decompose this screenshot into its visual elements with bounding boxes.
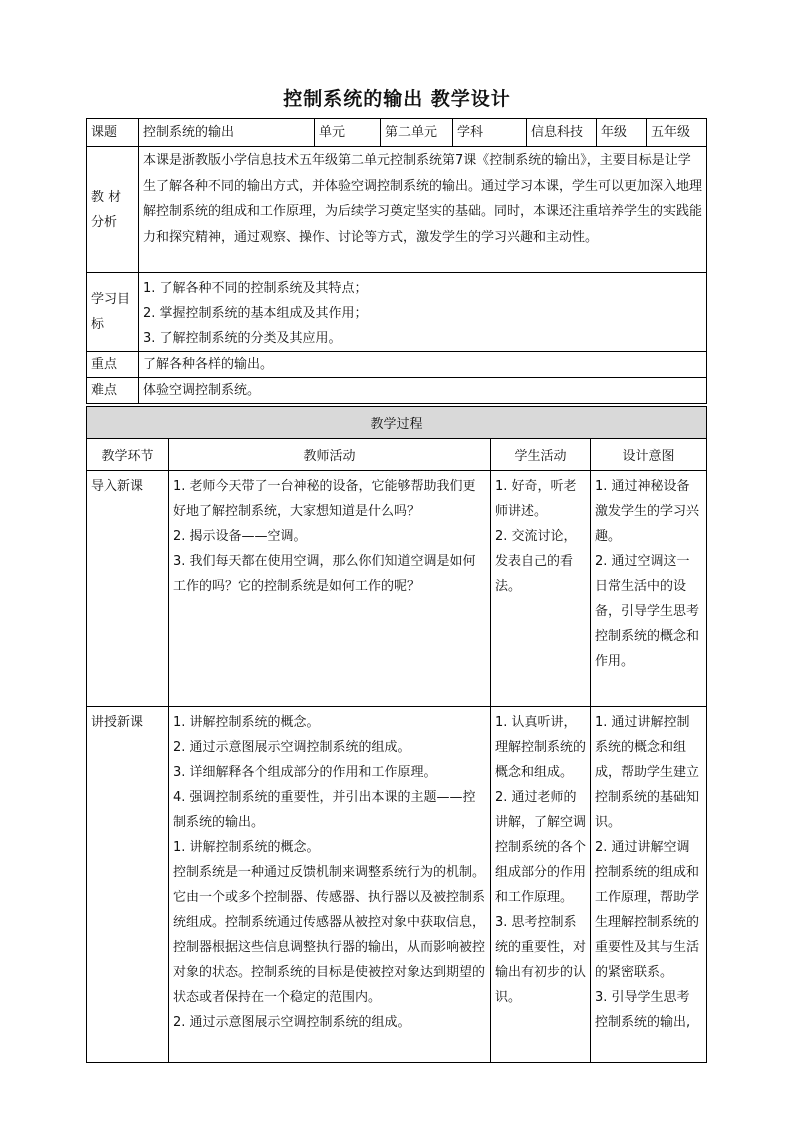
student-activity-cell [491, 471, 591, 707]
grade-value: 五年级 [647, 119, 707, 147]
teacher-step: 控制系统是一种通过反馈机制来调整系统行为的机制。它由一个或多个控制器、传感器、执行器以及被控制系统组成。控制系统通过传感器从被控对象中获取信息，控制器根据这些信息调整执行器的输出，从而影响被控对象的状态。控制系统的目标是使被控对象达到期望的状态或者保持在一个稳定的范围内。 [173, 865, 486, 1005]
student-step: 2. 通过老师的讲解，了解空调控制系统的各个组成部分的作用和工作原理。 [495, 790, 587, 905]
design-intent-cell [591, 707, 707, 1063]
student-activity-cell [491, 707, 591, 1063]
table-row [87, 707, 707, 1063]
intent-step: 2. 通过讲解空调控制系统的组成和工作原理，帮助学生理解控制系统的重要性及其与生活的紧密联系。 [595, 840, 700, 980]
intent-step: 1. 通过神秘设备激发学生的学习兴趣。 [595, 479, 700, 544]
column-header-student: 学生活动 [491, 439, 591, 471]
teacher-step: 3. 详细解释各个组成部分的作用和工作原理。 [173, 765, 437, 780]
teacher-step: 1. 老师今天带了一台神秘的设备，它能够帮助我们更好地了解控制系统，大家想知道是什么吗？ [173, 479, 476, 519]
key-point-value: 了解各种各样的输出。 [139, 352, 707, 378]
process-header: 教学过程 [87, 407, 707, 439]
analysis-text: 本课是浙教版小学信息技术五年级第二单元控制系统第7课《控制系统的输出》，主要目标是让学生了解各种不同的输出方式，并体验空调控制系统的输出。通过学习本课，学生可以更加深入地理解控制系统的组成和工作原理，为后续学习奠定坚实的基础。同时，本课还注重培养学生的实践能力和探究精神，通过观察、操作、讨论等方式，激发学生的学习兴趣和主动性。 [139, 147, 707, 273]
teacher-step: 2. 通过示意图展示空调控制系统的组成。 [173, 1015, 411, 1030]
unit-label: 单元 [315, 119, 381, 147]
teacher-step: 4. 强调控制系统的重要性，并引出本课的主题——控制系统的输出。 [173, 790, 476, 830]
student-step: 1. 认真听讲，理解控制系统的概念和组成。 [495, 715, 587, 780]
teacher-step: 2. 揭示设备——空调。 [173, 529, 307, 544]
goal-item: 2. 掌握控制系统的基本组成及其作用； [143, 306, 368, 321]
teacher-step: 2. 通过示意图展示空调控制系统的组成。 [173, 740, 411, 755]
teacher-step: 3. 我们每天都在使用空调，那么你们知道空调是如何工作的吗？它的控制系统是如何工作的呢？ [173, 554, 476, 594]
course-value: 控制系统的输出 [139, 119, 315, 147]
column-header-intent: 设计意图 [591, 439, 707, 471]
teaching-process-table [86, 406, 707, 1063]
student-step: 3. 思考控制系统的重要性，对输出有初步的认识。 [495, 915, 587, 1005]
goal-item: 1. 了解各种不同的控制系统及其特点； [143, 281, 368, 296]
difficult-point-value: 体验空调控制系统。 [139, 378, 707, 404]
intent-step: 3. 引导学生思考控制系统的输出, [595, 990, 691, 1030]
course-info-table [86, 118, 707, 404]
grade-label: 年级 [597, 119, 647, 147]
teacher-step: 1. 讲解控制系统的概念。 [173, 840, 320, 855]
teacher-activity-cell [169, 471, 491, 707]
goals-label: 学习目标 [87, 273, 139, 352]
column-header-stage: 教学环节 [87, 439, 169, 471]
design-intent-cell [591, 471, 707, 707]
goal-item: 3. 了解控制系统的分类及其应用。 [143, 331, 342, 346]
analysis-label: 教 材 分析 [87, 147, 139, 273]
table-row [87, 471, 707, 707]
course-label: 课题 [87, 119, 139, 147]
document-title: 控制系统的输出 教学设计 [283, 88, 511, 110]
stage-cell: 导入新课 [87, 471, 169, 707]
subject-label: 学科 [453, 119, 527, 147]
intent-step: 2. 通过空调这一日常生活中的设备，引导学生思考控制系统的概念和作用。 [595, 554, 700, 669]
difficult-point-label: 难点 [87, 378, 139, 404]
column-header-teacher: 教师活动 [169, 439, 491, 471]
unit-value: 第二单元 [381, 119, 453, 147]
subject-value: 信息科技 [527, 119, 597, 147]
teacher-step: 1. 讲解控制系统的概念。 [173, 715, 320, 730]
key-point-label: 重点 [87, 352, 139, 378]
teacher-activity-cell [169, 707, 491, 1063]
stage-cell: 讲授新课 [87, 707, 169, 1063]
student-step: 2. 交流讨论，发表自己的看法。 [495, 529, 577, 594]
student-step: 1. 好奇，听老师讲述。 [495, 479, 577, 519]
intent-step: 1. 通过讲解控制系统的概念和组成，帮助学生建立控制系统的基础知识。 [595, 715, 700, 830]
goals-list [139, 273, 707, 352]
